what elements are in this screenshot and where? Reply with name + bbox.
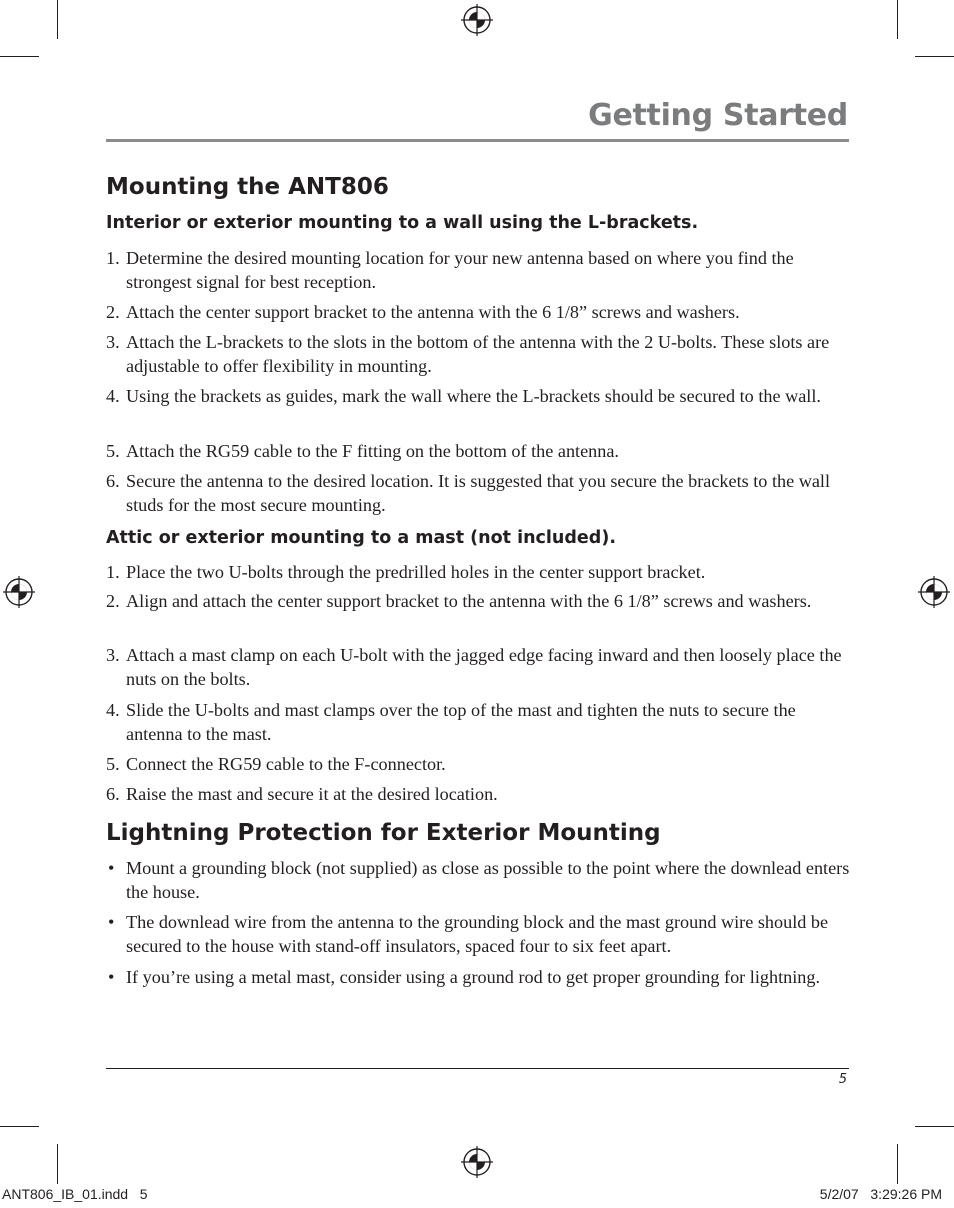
item-number: 2. [106,591,120,611]
list-item [106,752,850,776]
item-text: Mount a grounding block (not supplied) as close as possible to the point where the downlead enters the house. [126,858,850,902]
section-title-mounting: Mounting the ANT806 [106,174,389,200]
list-item [106,439,850,463]
item-text: Place the two U-bolts through the predrilled holes in the center support bracket. [126,562,706,582]
header-rule [106,139,849,142]
item-text: Raise the mast and secure it at the desired location. [126,784,498,804]
subsection-title-wall: Interior or exterior mounting to a wall using the L-brackets. [106,213,699,233]
item-text: Slide the U-bolts and mast clamps over the top of the mast and tighten the nuts to secure the antenna to the mast. [126,700,796,744]
item-text: Secure the antenna to the desired location. It is suggested that you secure the brackets to the wall studs for the most secure mounting. [126,471,831,515]
item-text: Attach a mast clamp on each U-bolt with the jagged edge facing inward and then loosely place the nuts on the bolts. [126,645,842,689]
crop-mark [57,1144,58,1184]
item-number: 5. [106,441,120,461]
item-number: 3. [106,645,120,665]
registration-mark-icon [461,4,493,36]
section-title-lightning: Lightning Protection for Exterior Mounting [106,820,661,846]
item-number: 3. [106,332,120,352]
list-item [106,782,850,806]
page-number: 5 [838,1072,847,1087]
crop-mark [897,1144,898,1184]
crop-mark [57,0,58,39]
list-item [106,965,850,989]
bullet-icon: • [108,912,115,932]
item-number: 1. [106,562,120,582]
bullet-icon: • [108,858,115,878]
registration-mark-icon [3,576,35,608]
list-item [106,910,850,958]
item-number: 4. [106,386,120,406]
item-text: Determine the desired mounting location for your new antenna based on where you find the strongest signal for best reception. [126,248,794,292]
page-title: Getting Started [588,98,848,133]
list-item [106,384,850,408]
list-item [106,589,850,613]
footer-rule [106,1068,849,1069]
list-item [106,856,850,904]
item-text: The downlead wire from the antenna to the grounding block and the mast ground wire should be secured to the house with stand-off insulators, spaced four to six feet apart. [126,912,829,956]
list-item [106,246,850,294]
crop-mark [915,56,954,57]
item-number: 2. [106,302,120,322]
list-item [106,560,850,584]
registration-mark-icon [918,576,950,608]
crop-mark [897,0,898,39]
item-text: Attach the center support bracket to the antenna with the 6 1/8” screws and washers. [126,302,740,322]
list-item [106,330,850,378]
slug-timestamp: 5/2/07 3:29:26 PM [819,1186,942,1202]
bullet-icon: • [108,967,115,987]
item-number: 6. [106,471,120,491]
item-number: 4. [106,700,120,720]
item-text: Align and attach the center support bracket to the antenna with the 6 1/8” screws and washers. [126,591,812,611]
item-number: 5. [106,754,120,774]
item-text: Using the brackets as guides, mark the wall where the L-brackets should be secured to the wall. [126,386,821,406]
item-text: If you’re using a metal mast, consider using a ground rod to get proper grounding for lightning. [126,967,821,987]
subsection-title-mast: Attic or exterior mounting to a mast (not included). [106,528,616,548]
list-item [106,469,850,517]
item-number: 1. [106,248,120,268]
slug-file-info: ANT806_IB_01.indd 5 [2,1186,148,1202]
crop-mark [915,1126,954,1127]
crop-mark [0,56,39,57]
list-item [106,698,850,746]
list-item [106,300,850,324]
item-text: Attach the L-brackets to the slots in the bottom of the antenna with the 2 U-bolts. These slots are adjustable to offer flexibility in mounting. [126,332,830,376]
list-item [106,643,850,691]
item-text: Connect the RG59 cable to the F-connector. [126,754,446,774]
item-text: Attach the RG59 cable to the F fitting on the bottom of the antenna. [126,441,619,461]
crop-mark [0,1126,39,1127]
registration-mark-icon [461,1146,493,1178]
item-number: 6. [106,784,120,804]
